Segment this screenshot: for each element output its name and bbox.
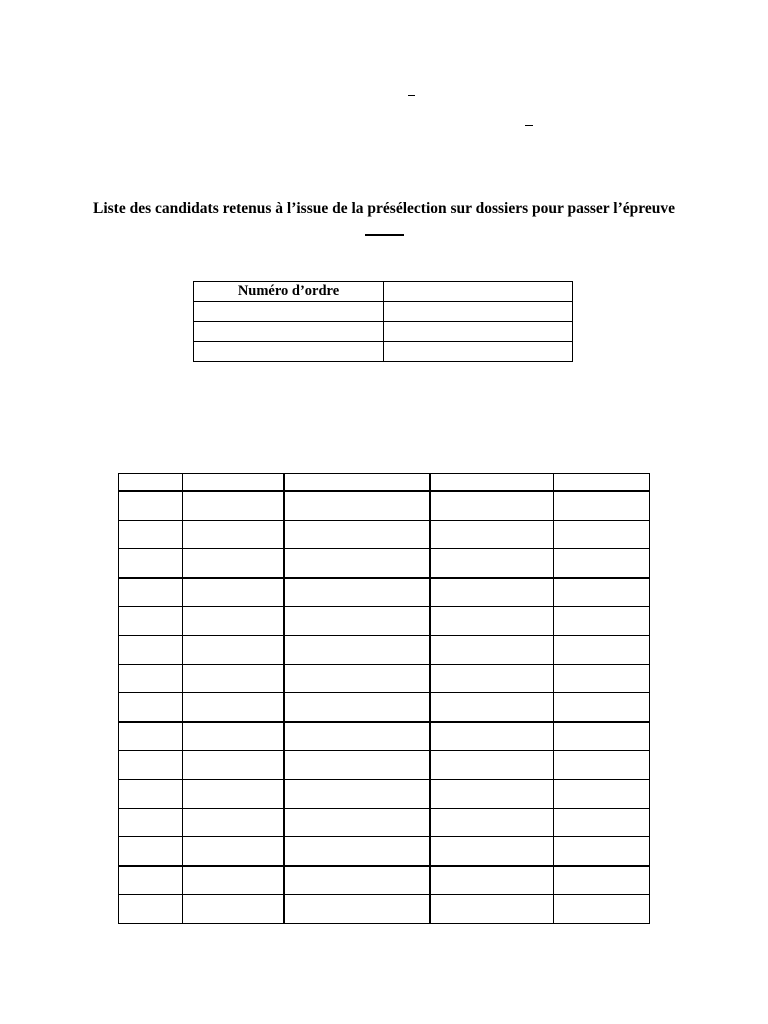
- table-cell: [183, 635, 285, 664]
- table-cell: [183, 722, 285, 751]
- table-row: [194, 342, 573, 362]
- table-row: [119, 607, 650, 636]
- table-row: [119, 491, 650, 520]
- table-cell: [183, 491, 285, 520]
- table-row: [119, 578, 650, 607]
- table-cell: [284, 549, 430, 578]
- table-row: [119, 722, 650, 751]
- table-cell: [430, 751, 554, 780]
- table-row: [119, 837, 650, 866]
- table-cell: [284, 751, 430, 780]
- table-cell: [430, 664, 554, 693]
- table-cell: [194, 322, 384, 342]
- table-row: [119, 895, 650, 924]
- table-cell: [119, 779, 183, 808]
- table-row: [194, 302, 573, 322]
- table-cell: [119, 837, 183, 866]
- column-header: [430, 474, 554, 492]
- table-cell: [183, 866, 285, 895]
- table-cell: [284, 664, 430, 693]
- order-number-label: Numéro d’ordre: [194, 282, 384, 302]
- table-cell: [430, 779, 554, 808]
- table-cell: [119, 635, 183, 664]
- column-header: [119, 474, 183, 492]
- table-cell: [554, 779, 650, 808]
- table-cell: [284, 607, 430, 636]
- table-cell: [194, 302, 384, 322]
- table-cell: [554, 491, 650, 520]
- table-cell: [119, 664, 183, 693]
- table-row: [119, 664, 650, 693]
- page-heading: Liste des candidats retenus à l’issue de la présélection sur dossiers pour passer l’épreuve: [93, 200, 675, 217]
- table-cell: [554, 895, 650, 924]
- dash-mark-top: [408, 95, 415, 96]
- table-cell: [119, 866, 183, 895]
- dash-mark-right: [525, 125, 533, 126]
- table-row: [119, 693, 650, 722]
- table-cell: [554, 693, 650, 722]
- table-cell: [554, 578, 650, 607]
- table-cell: [119, 607, 183, 636]
- table-cell: [554, 607, 650, 636]
- table-cell: [183, 895, 285, 924]
- table-cell: [183, 751, 285, 780]
- table-cell: [430, 549, 554, 578]
- table-cell: [554, 722, 650, 751]
- order-number-value: [384, 282, 573, 302]
- table-cell: [284, 578, 430, 607]
- table-row: [119, 808, 650, 837]
- table-cell: [430, 491, 554, 520]
- table-cell: [119, 808, 183, 837]
- table-cell: [554, 808, 650, 837]
- table-row: [194, 322, 573, 342]
- column-header: [284, 474, 430, 492]
- table-header-row: [119, 474, 650, 492]
- table-row: [194, 282, 573, 302]
- table-cell: [554, 635, 650, 664]
- table-cell: [183, 520, 285, 549]
- table-cell: [119, 693, 183, 722]
- table-cell: [284, 491, 430, 520]
- column-header: [183, 474, 285, 492]
- table-row: [119, 549, 650, 578]
- table-cell: [430, 837, 554, 866]
- table-cell: [119, 895, 183, 924]
- table-cell: [119, 520, 183, 549]
- table-cell: [183, 607, 285, 636]
- table-cell: [194, 342, 384, 362]
- table-cell: [183, 779, 285, 808]
- column-header: [554, 474, 650, 492]
- heading-underline: [365, 234, 404, 236]
- table-cell: [183, 549, 285, 578]
- table-cell: [430, 866, 554, 895]
- table-cell: [554, 751, 650, 780]
- table-cell: [119, 722, 183, 751]
- table-cell: [430, 520, 554, 549]
- table-row: [119, 751, 650, 780]
- table-cell: [284, 895, 430, 924]
- table-cell: [430, 607, 554, 636]
- table-cell: [284, 837, 430, 866]
- table-cell: [183, 808, 285, 837]
- table-row: [119, 635, 650, 664]
- table-cell: [384, 302, 573, 322]
- table-cell: [119, 491, 183, 520]
- table-cell: [554, 549, 650, 578]
- table-cell: [284, 635, 430, 664]
- table-cell: [284, 779, 430, 808]
- table-cell: [430, 693, 554, 722]
- table-cell: [284, 866, 430, 895]
- table-cell: [284, 520, 430, 549]
- table-cell: [119, 549, 183, 578]
- table-row: [119, 866, 650, 895]
- table-cell: [554, 866, 650, 895]
- table-cell: [384, 342, 573, 362]
- table-cell: [554, 837, 650, 866]
- table-cell: [554, 664, 650, 693]
- table-cell: [119, 751, 183, 780]
- table-cell: [284, 808, 430, 837]
- table-cell: [284, 693, 430, 722]
- candidates-table: [118, 473, 650, 924]
- table-cell: [183, 693, 285, 722]
- info-table: [193, 281, 573, 362]
- table-cell: [183, 664, 285, 693]
- table-cell: [430, 635, 554, 664]
- table-cell: [384, 322, 573, 342]
- table-cell: [119, 578, 183, 607]
- table-cell: [430, 578, 554, 607]
- table-cell: [284, 722, 430, 751]
- table-cell: [430, 895, 554, 924]
- table-cell: [183, 578, 285, 607]
- table-cell: [430, 808, 554, 837]
- table-cell: [430, 722, 554, 751]
- table-cell: [554, 520, 650, 549]
- table-row: [119, 520, 650, 549]
- table-cell: [183, 837, 285, 866]
- table-row: [119, 779, 650, 808]
